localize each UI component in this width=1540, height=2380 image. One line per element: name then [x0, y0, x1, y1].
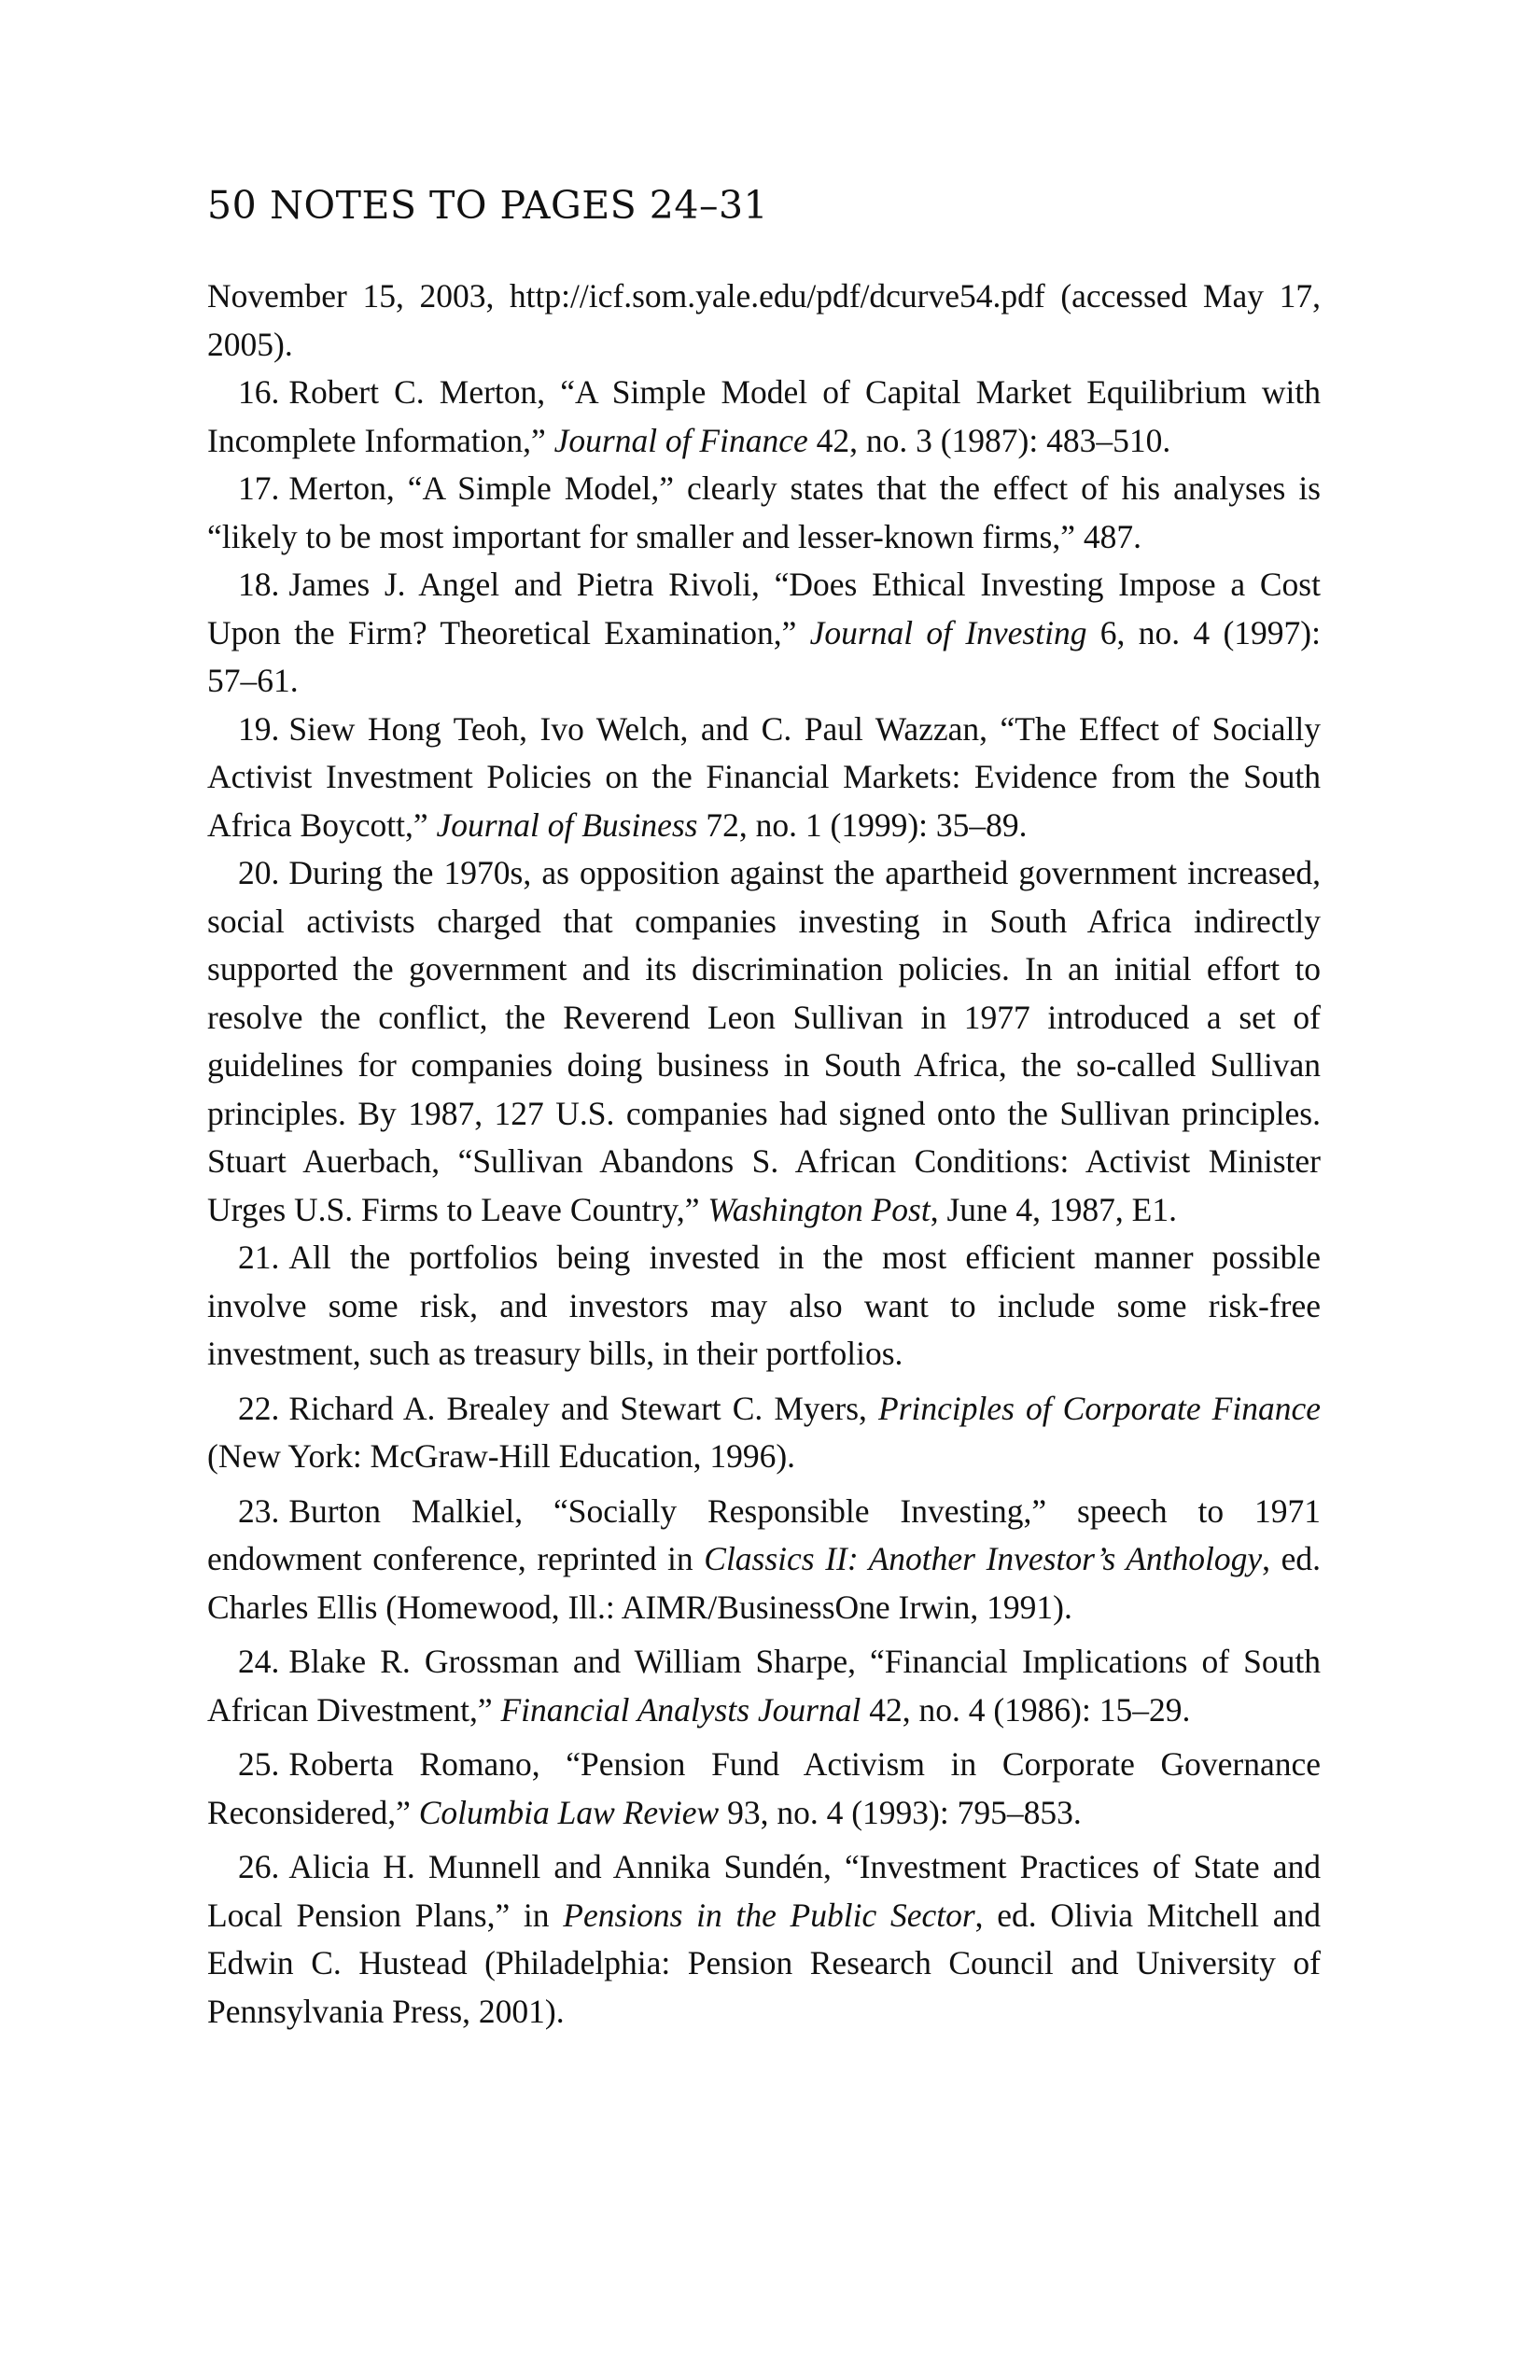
notes-body: [207, 273, 1321, 2036]
note-text: Merton, “A Simple Model,” clearly states that the effect of his analyses is “likely to be most important for smaller and lesser-known firms,” 487.: [207, 469, 1321, 555]
note-18: [207, 561, 1321, 706]
note-23: [207, 1488, 1321, 1632]
note-number: 24.: [238, 1643, 280, 1680]
note-25: [207, 1741, 1321, 1837]
note-20: [207, 849, 1321, 1234]
note-number: 18.: [238, 566, 280, 603]
note-text: Burton Malkiel, “Socially Responsible Investing,” speech to 1971 endowment conference, reprinted in: [207, 1491, 1321, 1577]
note-text: Richard A. Brealey and Stewart C. Myers,: [288, 1389, 879, 1427]
note-16: [207, 369, 1321, 465]
note-title: Financial Analysts Journal: [500, 1690, 861, 1729]
note-title: Journal of Business: [436, 805, 698, 844]
note-text: Roberta Romano, “Pension Fund Activism in Corporate Governance Reconsidered,”: [207, 1745, 1321, 1831]
note-text-tail: 93, no. 4 (1993): 795–853.: [719, 1793, 1082, 1831]
note-continuation: November 15, 2003, http://icf.som.yale.edu/pdf/dcurve54.pdf (accessed May 17, 2005).: [207, 277, 1321, 363]
note-text: All the portfolios being invested in the most efficient manner possible involve some risk, and investors may also want to include some risk-free investment, such as treasury bills, in their portfolios.: [207, 1239, 1321, 1372]
note-26: [207, 1843, 1321, 2036]
note-17: [207, 465, 1321, 561]
note-text-tail: , ed. Olivia Mitchell and Edwin C. Hustead (Philadelphia: Pension Research Council and University of Pennsylvania Press, 2001).: [207, 1896, 1322, 2030]
note-number: 23.: [238, 1491, 280, 1530]
note-title: Journal of Finance: [553, 421, 808, 459]
note-22: [207, 1385, 1321, 1481]
note-21: [207, 1234, 1321, 1379]
note-title: Pensions in the Public Sector: [563, 1896, 975, 1934]
note-text-tail: 42, no. 3 (1987): 483–510.: [807, 421, 1171, 459]
page-number: 50: [207, 183, 258, 228]
note-text-tail: 6, no. 4 (1997): 57–61.: [207, 613, 1321, 699]
note-text: During the 1970s, as opposition against the apartheid government increased, social activists charged that companies investing in South Africa indirectly supported the government and its discrimination policies. In an initial effort to resolve the conflict, the Reverend Leon Sullivan in 1977 introduced a set of guidelines for companies doing business in South Africa, the so-called Sullivan principles. By 1987, 127 U.S. companies had signed onto the Sullivan principles. Stuart Auerbach, “Sullivan Abandons S. African Conditions: Activist Minister Urges U.S. Firms to Leave Country,”: [207, 854, 1321, 1228]
note-text-tail: (New York: McGraw-Hill Education, 1996).: [207, 1437, 796, 1475]
note-title: Washington Post: [707, 1190, 931, 1228]
note-text-tail: 72, no. 1 (1999): 35–89.: [697, 805, 1028, 844]
running-head-title: NOTES TO PAGES 24–31: [270, 183, 769, 228]
running-head: [207, 183, 769, 228]
note-number: 20.: [238, 854, 280, 891]
note-number: 25.: [238, 1745, 280, 1783]
note-title: Journal of Investing: [809, 613, 1087, 651]
note-number: 19.: [238, 709, 280, 748]
note-text: Alicia H. Munnell and Annika Sundén, “Investment Practices of State and Local Pension Plans,” in: [207, 1848, 1321, 1934]
note-number: 17.: [238, 469, 280, 507]
note-text: James J. Angel and Pietra Rivoli, “Does Ethical Investing Impose a Cost Upon the Firm? Theoretical Examination,”: [207, 566, 1321, 651]
note-19: [207, 706, 1321, 850]
note-text: Siew Hong Teoh, Ivo Welch, and C. Paul Wazzan, “The Effect of Socially Activist Investment Policies on the Financial Markets: Evidence from the South Africa Boycott,”: [207, 709, 1321, 844]
note-text: Blake R. Grossman and William Sharpe, “Financial Implications of South African Divestment,”: [207, 1643, 1321, 1729]
note-number: 26.: [238, 1848, 280, 1885]
note-text: Robert C. Merton, “A Simple Model of Capital Market Equilibrium with Incomplete Information,”: [207, 373, 1321, 459]
note-text-tail: , ed. Charles Ellis (Homewood, Ill.: AIMR/BusinessOne Irwin, 1991).: [207, 1540, 1321, 1626]
note-number: 21.: [238, 1239, 280, 1276]
note-title: Classics II: Another Investor’s Anthology: [704, 1540, 1263, 1577]
note-text-tail: 42, no. 4 (1986): 15–29.: [861, 1690, 1191, 1729]
note-text-tail: , June 4, 1987, E1.: [930, 1190, 1177, 1228]
note-number: 16.: [238, 373, 280, 411]
note-number: 22.: [238, 1389, 280, 1427]
note-title: Columbia Law Review: [418, 1793, 720, 1831]
note-title: Principles of Corporate Finance: [878, 1389, 1321, 1427]
note-24: [207, 1638, 1321, 1734]
